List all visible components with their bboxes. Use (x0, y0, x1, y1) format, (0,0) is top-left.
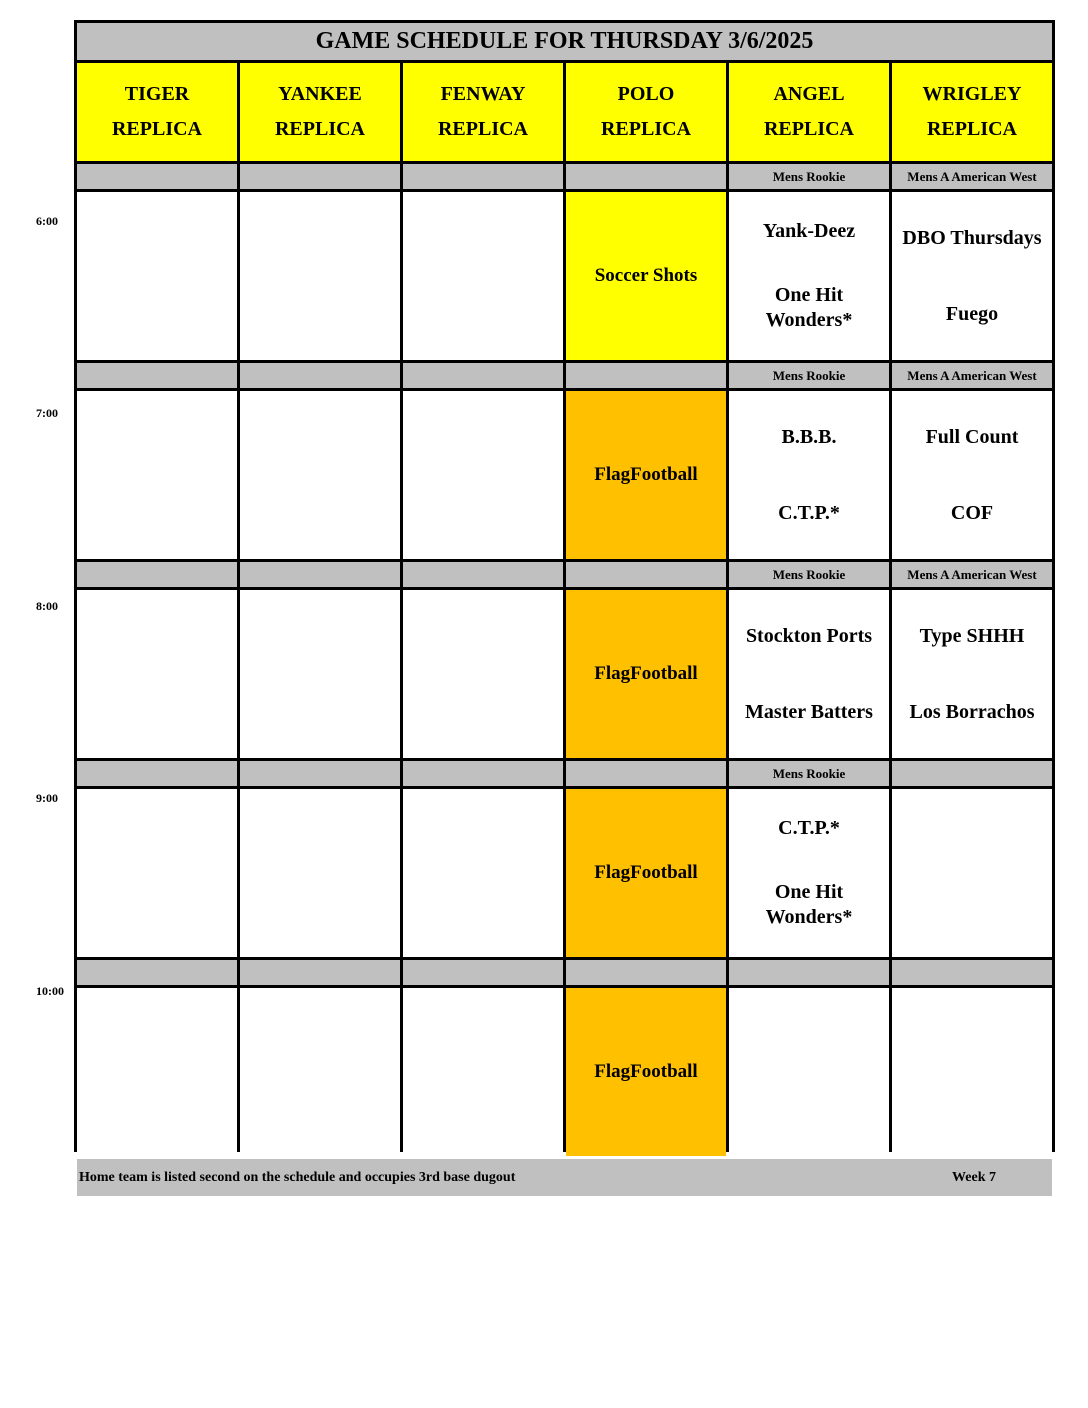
division-cell (240, 562, 400, 587)
game-cell-angel (729, 590, 889, 758)
home-team: One Hit Wonders* (765, 283, 853, 331)
game-cell-angel (729, 391, 889, 559)
division-cell (77, 164, 237, 189)
game-cell-empty (403, 590, 563, 758)
game-cell-wrigley (892, 391, 1052, 559)
home-team: Fuego (945, 302, 999, 325)
game-cell-angel (729, 789, 889, 957)
field-header-angel (729, 63, 889, 161)
division-cell (77, 562, 237, 587)
division-cell (566, 960, 726, 985)
polo-event: FlagFootball (566, 789, 726, 957)
time-label: 9:00 (36, 791, 58, 805)
time-label: 6:00 (36, 214, 58, 228)
polo-event: FlagFootball (566, 590, 726, 758)
division-cell (566, 761, 726, 786)
home-team: One Hit Wonders* (765, 880, 853, 928)
division-cell: Mens Rookie (729, 761, 889, 786)
game-cell-empty (77, 391, 237, 559)
division-cell (240, 761, 400, 786)
division-cell: Mens Rookie (729, 164, 889, 189)
game-cell-empty (77, 988, 237, 1156)
game-cell-empty (240, 192, 400, 360)
division-cell (566, 562, 726, 587)
division-cell (77, 363, 237, 388)
division-cell (566, 164, 726, 189)
field-header-yankee (240, 63, 400, 161)
field-header-tiger (77, 63, 237, 161)
away-team: Type SHHH (919, 624, 1025, 647)
game-cell-empty (240, 988, 400, 1156)
division-cell (77, 761, 237, 786)
division-cell (77, 960, 237, 985)
division-cell: Mens A American West (892, 562, 1052, 587)
field-header-polo (566, 63, 726, 161)
division-cell (403, 562, 563, 587)
game-cell-empty (403, 192, 563, 360)
field-name: FENWAY (440, 83, 526, 105)
schedule-table (74, 20, 1055, 1185)
game-cell-wrigley (892, 988, 1052, 1156)
polo-event: FlagFootball (566, 391, 726, 559)
home-team: Los Borrachos (909, 700, 1035, 723)
game-cell-angel (729, 988, 889, 1156)
schedule-title: GAME SCHEDULE FOR THURSDAY 3/6/2025 (77, 23, 1052, 60)
field-name: POLO (617, 83, 675, 105)
game-cell-wrigley (892, 590, 1052, 758)
division-cell (729, 960, 889, 985)
division-cell (403, 164, 563, 189)
division-cell (403, 960, 563, 985)
field-sub: REPLICA (763, 118, 854, 140)
division-cell (892, 960, 1052, 985)
footer-note: Home team is listed second on the schedule and occupies 3rd base dugout (79, 1169, 516, 1185)
division-cell (240, 960, 400, 985)
field-sub: REPLICA (600, 118, 691, 140)
field-name: ANGEL (773, 83, 845, 105)
game-cell-empty (403, 988, 563, 1156)
home-team: C.T.P.* (778, 501, 840, 524)
time-label: 8:00 (36, 599, 58, 613)
game-cell-empty (77, 789, 237, 957)
away-team: C.T.P.* (778, 817, 840, 840)
division-cell (240, 164, 400, 189)
field-header-fenway (403, 63, 563, 161)
week-label: Week 7 (952, 1169, 996, 1185)
polo-event: Soccer Shots (566, 192, 726, 360)
away-team: DBO Thursdays (902, 226, 1042, 249)
game-cell-angel (729, 192, 889, 360)
home-team: Master Batters (745, 700, 873, 723)
division-cell: Mens A American West (892, 164, 1052, 189)
game-cell-wrigley (892, 192, 1052, 360)
field-name: TIGER (124, 83, 190, 105)
division-cell (892, 761, 1052, 786)
game-cell-empty (77, 192, 237, 360)
division-cell: Mens A American West (892, 363, 1052, 388)
field-header-wrigley (892, 63, 1052, 161)
away-team: B.B.B. (781, 425, 837, 448)
game-cell-empty (403, 789, 563, 957)
division-cell: Mens Rookie (729, 562, 889, 587)
field-name: WRIGLEY (922, 83, 1022, 105)
game-cell-empty (240, 391, 400, 559)
field-name: YANKEE (278, 83, 362, 105)
division-cell (566, 363, 726, 388)
time-label: 7:00 (36, 406, 58, 420)
time-label: 10:00 (36, 984, 64, 998)
division-cell (403, 761, 563, 786)
division-cell (403, 363, 563, 388)
away-team: Yank-Deez (762, 220, 856, 243)
away-team: Full Count (925, 425, 1019, 448)
field-sub: REPLICA (274, 118, 365, 140)
game-cell-empty (240, 590, 400, 758)
game-cell-empty (403, 391, 563, 559)
game-cell-wrigley (892, 789, 1052, 957)
away-team: Stockton Ports (745, 624, 873, 647)
schedule-footer (77, 1159, 1052, 1196)
field-sub: REPLICA (437, 118, 528, 140)
field-sub: REPLICA (926, 118, 1017, 140)
game-cell-empty (240, 789, 400, 957)
division-cell: Mens Rookie (729, 363, 889, 388)
field-sub: REPLICA (111, 118, 202, 140)
game-cell-empty (77, 590, 237, 758)
division-cell (240, 363, 400, 388)
polo-event: FlagFootball (566, 988, 726, 1156)
home-team: COF (950, 501, 994, 524)
